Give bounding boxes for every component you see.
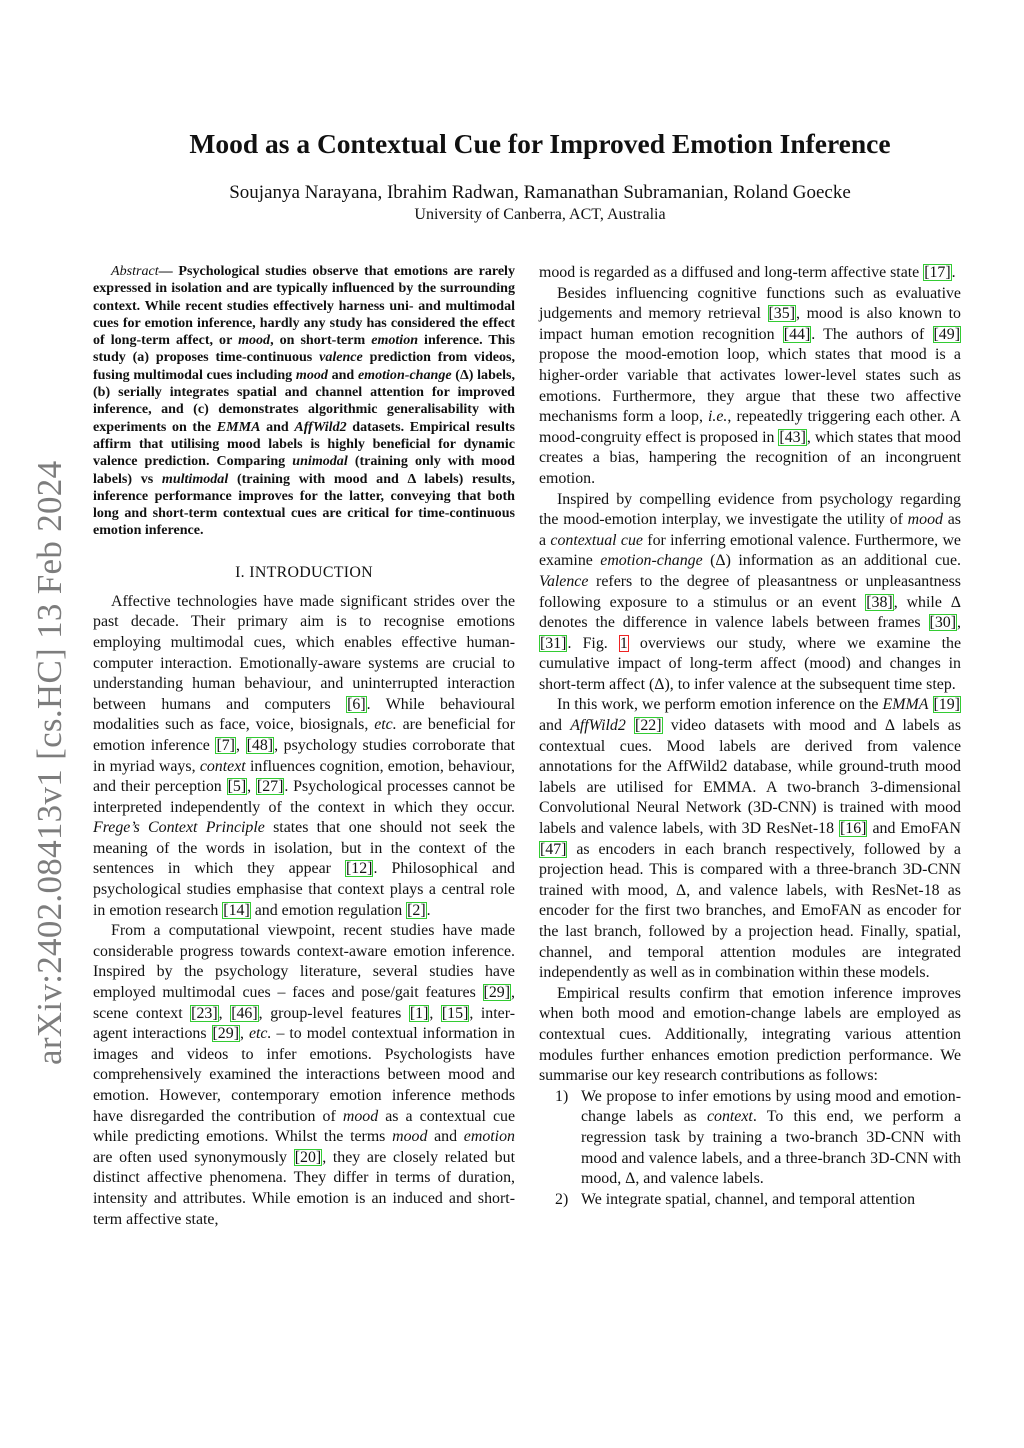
citation-link[interactable]: [22] (635, 717, 662, 735)
citation-link[interactable]: [23] (191, 1004, 218, 1022)
citation-link[interactable]: [30] (929, 614, 957, 632)
intro-paragraph-2: From a computational viewpoint, recent studies have made considerable progress towards context-aware emotion inference. Inspired by the psychology literature, several studies have employed multimodal cues – faces and pose/gait features [29], scene context [23], [46], group-level features [1], [15], inter-agent interactions [29], etc. – to model contextual information in images and videos to infer emotions. Psychologists have comprehensively examined the interactions between mood and emotion. However, contemporary emotion inference methods have disregarded the contribution of mood as a contextual cue while predicting emotions. Whilst the terms mood and emotion are often used synonymously [20], they are closely related but distinct affective phenomena. They differ in terms of duration, intensity and attributes. While emotion is an induced and short-term affective state, (93, 922, 515, 1228)
citation-link[interactable]: [17] (924, 264, 951, 281)
citation-link[interactable]: [16] (840, 820, 867, 838)
citation-link[interactable]: [49] (933, 325, 960, 343)
arxiv-identifier: arXiv:2402.08413v1 [cs.HC] 13 Feb 2024 (30, 460, 69, 1065)
citation-link[interactable]: [2] (407, 901, 426, 919)
citation-link[interactable]: [48] (246, 736, 274, 754)
citation-link[interactable]: [27] (256, 778, 284, 796)
figure-link[interactable]: 1 (619, 634, 628, 652)
citation-link[interactable]: [46] (231, 1004, 258, 1022)
left-column (93, 263, 515, 1230)
citation-link[interactable]: [35] (768, 305, 795, 323)
abstract: Abstract— Psychological studies observe that emotions are rarely expressed in isolation and are typically influenced by the surrounding context. While recent studies effectively harness uni- and multimodal cues for emotion inference, hardly any study has considered the effect of long-term affect, or mood, on short-term emotion inference. This study (a) proposes time-continuous valence prediction from videos, fusing multimodal cues including mood and emotion-change (Δ) labels, (b) serially integrates spatial and channel attention for improved inference, and (c) demonstrates algorithmic generalisability with experiments on the EMMA and AffWild2 datasets. Empirical results affirm that utilising mood labels is highly beneficial for dynamic valence prediction. Comparing unimodal (training only with mood labels) vs multimodal (training with mood and Δ labels) results, inference performance improves for the latter, conveying that both long and short-term contextual cues are critical for time-continuous emotion inference. (93, 263, 515, 539)
abstract-label: Abstract (111, 263, 159, 279)
citation-link[interactable]: [38] (866, 593, 893, 611)
intro-paragraph-4: Besides influencing cognitive functions such as evaluative judgements and memory retrieval [35], mood is also known to impact human emotion recognition [44]. The authors of [49] propose the mood-emotion loop, which states that mood is a higher-order variable that activates lower-level states such as emotions. Furthermore, they argue that these two affective mechanisms form a loop, i.e., repeatedly triggering each other. A mood-congruity effect is proposed in [43], which states that mood creates a bias, hampering the recognition of an incongruent emotion. (539, 284, 961, 487)
citation-link[interactable]: [7] (216, 736, 235, 754)
intro-paragraph-6: In this work, we perform emotion inference on the EMMA [19] and AffWild2 [22] video datasets with mood and Δ labels as contextual cues. Mood labels are derived from valence annotations for the AffWild2 database, while ground-truth mood labels are utilised for EMMA. A two-branch 3-dimensional Convolutional Neural Network (3D-CNN) is trained with mood labels and valence labels, with 3D ResNet-18 [16] and EmoFAN [47] as encoders in each branch respectively, followed by a projection head. This is compared with a three-branch 3D-CNN trained with mood, Δ, and valence labels, with ResNet-18 as encoder for the first two branches, and EmoFAN as encoder for the last branch, followed by a projection head. Finally, spatial, channel, and temporal attention modules are integrated independently as well as in combination within these models. (539, 696, 962, 982)
citation-link[interactable]: [43] (779, 428, 806, 446)
paper-affiliation: University of Canberra, ACT, Australia (414, 206, 666, 223)
citation-link[interactable]: [19] (933, 696, 960, 714)
citation-link[interactable]: [20] (294, 1148, 322, 1166)
contribution-item-2: 2) We integrate spatial, channel, and temporal attention (555, 1190, 916, 1208)
citation-link[interactable]: [29] (212, 1025, 239, 1043)
intro-paragraph-5: Inspired by compelling evidence from psychology regarding the mood-emotion interplay, we investigate the utility of mood as a contextual cue for inferring emotional valence. Furthermore, we examine emotion-change (Δ) information as an additional cue. Valence refers to the degree of pleasantness or unpleasantness following exposure to a stimulus or an event [38], while Δ denotes the difference in valence labels between frames [30], [31]. Fig. 1 overviews our study, where we examine the cumulative impact of long-term affect (mood) and changes in short-term affect (Δ), to infer valence at the subsequent time step. (539, 490, 961, 693)
paper-title: Mood as a Contextual Cue for Improved Emotion Inference (189, 128, 891, 159)
intro-paragraph-3-continued: mood is regarded as a diffused and long-term affective state [17]. (539, 264, 956, 281)
citation-link[interactable]: [29] (483, 984, 511, 1002)
section-heading-introduction: I. INTRODUCTION (235, 563, 373, 581)
citation-link[interactable]: [1] (409, 1004, 429, 1022)
citation-link[interactable]: [14] (223, 901, 250, 919)
paper-authors: Soujanya Narayana, Ibrahim Radwan, Ramanathan Subramanian, Roland Goecke (229, 182, 851, 203)
citation-link[interactable]: [5] (227, 778, 247, 796)
contributions-list (539, 1087, 961, 1211)
intro-paragraph-7: Empirical results confirm that emotion inference improves when both mood and emotion-change labels are employed as contextual cues. Additionally, integrating various attention modules further enhances emotion prediction performance. We summarise our key research contributions as follows: (539, 984, 961, 1085)
citation-link[interactable]: [44] (783, 325, 811, 343)
right-column (539, 263, 961, 1210)
citation-link[interactable]: [31] (540, 634, 567, 652)
contribution-item-1: 1) We propose to infer emotions by using mood and emotion-change labels as context. To this end, we perform a regression task by training a two-branch 3D-CNN with mood and valence labels, and a three-branch 3D-CNN with mood, Δ, and valence labels. (555, 1087, 962, 1188)
intro-paragraph-1: Affective technologies have made significant strides over the past decade. Their primary aim is to recognise emotions employing multimodal cues, which enables effective human-computer interaction. Emotionally-aware systems are crucial to understanding human behaviour, and uninterrupted interaction between humans and computers [6]. While behavioural modalities such as face, voice, biosignals, etc. are beneficial for emotion inference [7], [48], psychology studies corroborate that in myriad ways, context influences cognition, emotion, behaviour, and their perception [5], [27]. Psychological processes cannot be interpreted independently of the context in which they occur. Frege’s Context Principle states that one should not seek the meaning of the words in isolation, but in the context of the sentences in which they appear [12]. Philosophical and psychological studies emphasise that context plays a central role in emotion research [14] and emotion regulation [2]. (93, 592, 516, 919)
citation-link[interactable]: [6] (347, 695, 366, 713)
citation-link[interactable]: [15] (441, 1004, 469, 1022)
citation-link[interactable]: [47] (540, 840, 567, 858)
citation-link[interactable]: [12] (345, 860, 373, 878)
